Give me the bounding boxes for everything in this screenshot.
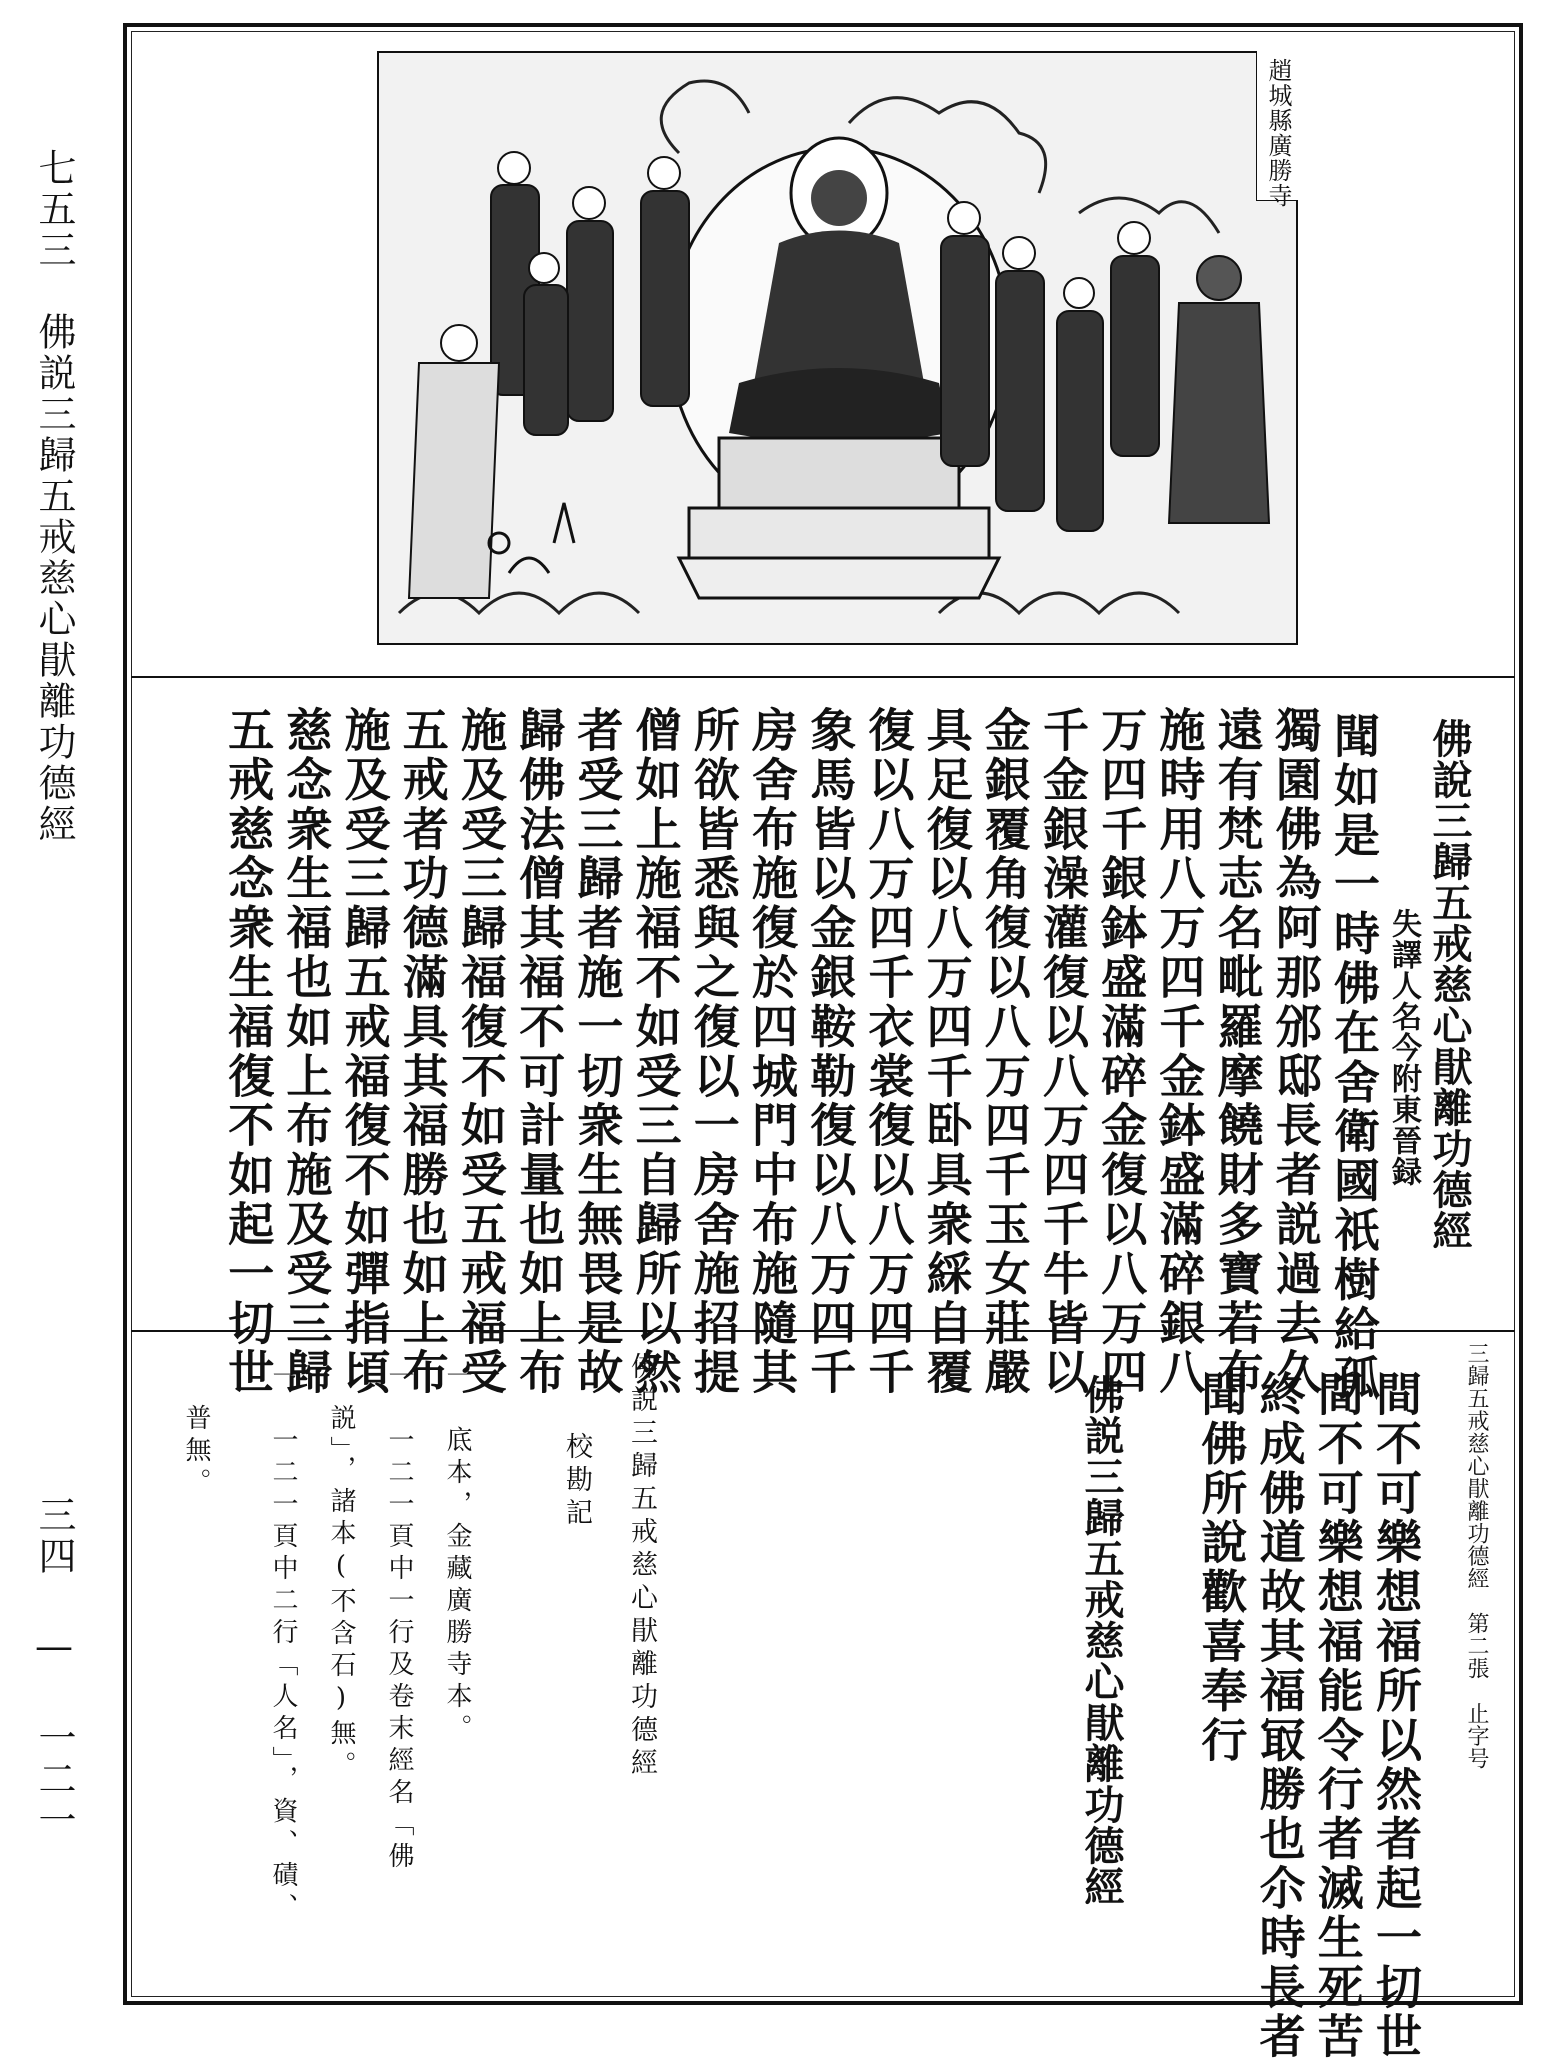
buddha-assembly-image xyxy=(379,53,1298,645)
sutra-column: 遠有梵志名毗羅摩饒財多寶若布 xyxy=(1210,706,1265,1398)
collation-subtitle: 校勘記 xyxy=(561,1432,592,1531)
collation-note: 一 一二一頁中一行及卷末經名「佛 xyxy=(384,1362,414,1874)
sutra-column: 千金銀澡灌復以八万四千牛皆以 xyxy=(1036,706,1090,1398)
sutra-column: 者受三歸者施一切衆生無畏是故 xyxy=(570,706,625,1398)
collation-note: 普無。 xyxy=(181,1404,211,1500)
illustration-caption: 趙城縣廣勝寺 xyxy=(1264,58,1292,208)
block-page-marker: 三歸五戒慈心猒離功德經 第二張 止字号 xyxy=(1464,1342,1489,1770)
sutra-column: 所欲皆悉與之復以一房舍施招提 xyxy=(686,706,741,1398)
sutra-title: 佛說三歸五戒慈心猒離功德經 xyxy=(1426,718,1473,1251)
sutra-column: 金銀覆角復以八万四千玉女莊嚴 xyxy=(977,706,1032,1398)
sutra-column: 具足復以八万四千卧具衆綵自覆 xyxy=(919,706,974,1398)
sutra-end-title: 佛説三歸五戒慈心猒離功德經 xyxy=(1078,1374,1125,1907)
collation-note: 説」，諸本(不含石)無。 xyxy=(326,1404,356,1783)
sutra-column: 万四千銀鉢盛滿碎金復以八万四 xyxy=(1094,706,1149,1398)
sutra-column: 象馬皆以金銀鞍勒復以八万四千 xyxy=(803,706,858,1398)
margin-sutra-title: 七五三 佛説三歸五戒慈心猒離功德經 xyxy=(32,148,76,845)
sutra-column: 聞如是一時佛在舍衛國祇樹給孤 xyxy=(1327,712,1381,1404)
sutra-column: 施時用八万四千金鉢盛滿碎銀八 xyxy=(1152,706,1207,1398)
sutra-column: 五戒慈念衆生福復不如起一切世 xyxy=(221,706,276,1398)
collation-note: 一 底本，金藏廣勝寺本。 xyxy=(442,1362,472,1746)
sutra-column: 歸佛法僧其福不可計量也如上布 xyxy=(512,706,567,1398)
sutra-end-column: 聞佛所說歡喜奉行 xyxy=(1194,1370,1249,1766)
sutra-column: 施及受三歸五戒福復不如彈指頃 xyxy=(337,706,392,1398)
sutra-column: 獨園佛為阿那邠邸長者説過去久 xyxy=(1268,706,1323,1398)
sutra-column: 房舍布施復於四城門中布施隨其 xyxy=(745,706,799,1398)
collation-note: 一 一二一頁中二行「人名」，資、磧、 xyxy=(268,1362,298,1925)
woodblock-illustration xyxy=(377,51,1298,645)
sutra-column: 施及受三歸福復不如受五戒福受 xyxy=(454,706,508,1398)
sutra-end-column: 終成佛道故其福冣勝也尒時長者 xyxy=(1252,1370,1307,2062)
sutra-column: 僧如上施福不如受三自歸所以然 xyxy=(628,706,683,1398)
sutra-end-column: 間不可樂想福所以然者起一切世 xyxy=(1369,1370,1423,2062)
sutra-column: 復以八万四千衣裳復以八万四千 xyxy=(861,706,916,1398)
sutra-column: 慈念衆生福也如上布施及受三歸 xyxy=(279,706,334,1398)
sutra-end-column: 間不可樂想福能令行者滅生死苦 xyxy=(1310,1370,1365,2062)
sutra-column: 五戒者功德滿具其福勝也如上布 xyxy=(395,706,450,1398)
translator-note: 失譯人名今附東晉録 xyxy=(1386,908,1421,1187)
divider-top xyxy=(131,676,1515,678)
collation-title: 佛説三歸五戒慈心猒離功德經 xyxy=(626,1352,657,1781)
margin-page-number: 三四 — 一二一 xyxy=(32,1495,76,1841)
